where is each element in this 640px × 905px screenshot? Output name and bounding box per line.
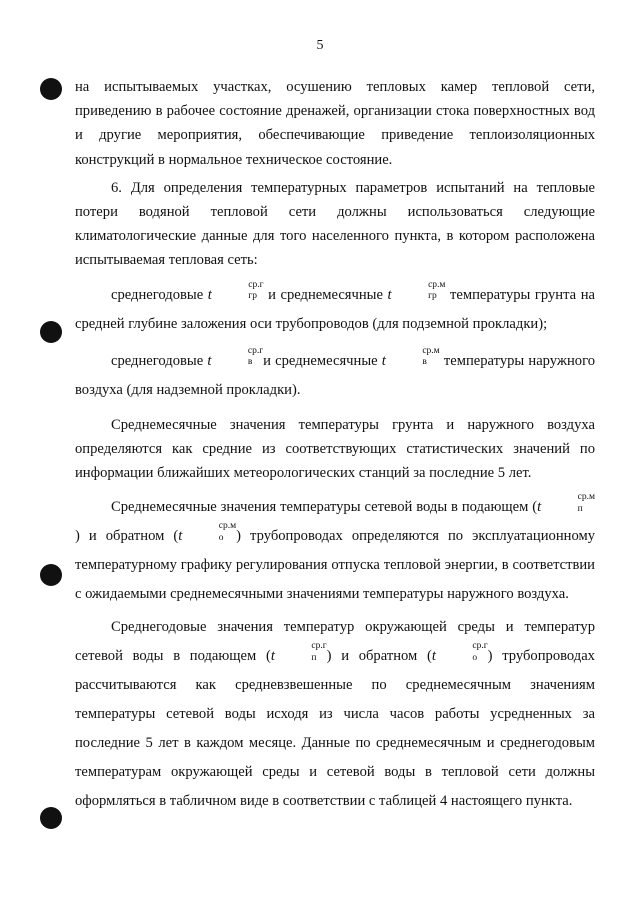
punch-hole — [40, 807, 62, 829]
punch-hole — [40, 78, 62, 100]
temperature-variable: t ср.м гр — [387, 279, 446, 303]
page-number: 5 — [316, 38, 324, 53]
paragraph: 6. Для определения температурных параметров испытаний на тепловые потери водяной тепловой сети должны использоваться следующие климатологические данные для того населенного пункта, в котором расположена испытываемая тепловая сеть: — [75, 179, 595, 269]
document-body — [75, 75, 595, 816]
temperature-variable: t ср.г гр — [207, 279, 264, 303]
temperature-variable: t ср.г в — [207, 345, 264, 369]
paragraph: среднегодовые t ср.г в и среднемесячные t ср.м в температуры наружного воздуха (для надземной прокладки). — [75, 345, 596, 398]
temperature-variable: t ср.м п — [537, 492, 595, 516]
paragraph: Среднемесячные значения температуры грунта и наружного воздуха определяются как средние из соответствующих статистических значений по информации ближайших метеорологических станций за последние 5 лет. — [75, 416, 595, 482]
punch-hole — [40, 321, 62, 343]
temperature-variable: t ср.г о — [431, 641, 488, 665]
paragraph: Среднегодовые значения температур окружающей среды и температур сетевой воды в подающем (t ср.г п ) и обратном (t ср.г о ) трубопроводах рассчитываются как средневзвешенные по среднемесячным значениям температуры сетевой воды исходя из числа часов работы усредненных за последние 5 лет в каждом месяце. Данные по среднемесячным и среднегодовым температурам окружающей среды и сетевой воды в тепловой сети должны оформляться в табличном виде в соответствии с таблицей 4 настоящего пункта. — [75, 619, 595, 810]
temperature-variable: t ср.м о — [178, 521, 237, 545]
temperature-variable: t ср.м в — [381, 345, 440, 369]
temperature-variable: t ср.г п — [270, 641, 327, 665]
paragraph: на испытываемых участках, осушению тепловых камер тепловой сети, приведению в рабочее состояние дренажей, организации стока поверхностных вод и другие мероприятия, обеспечивающие приведение теплоизоляционных конструкций в нормальное техническое состояние. — [75, 79, 595, 168]
punch-hole — [40, 564, 62, 586]
paragraph: Среднемесячные значения температуры сетевой воды в подающем (t ср.м п ) и обратном (t ср.м о ) трубопроводах определяются по эксплуатационному температурному графику регулирования отпуска тепловой энергии, в соответствии с ожидаемыми среднемесячными значениями температуры наружного воздуха. — [75, 492, 595, 603]
paragraph: среднегодовые t ср.г гр и среднемесячные t ср.м гр температуры грунта на средней глубине заложения оси трубопроводов (для подземной прокладки); — [75, 279, 595, 332]
